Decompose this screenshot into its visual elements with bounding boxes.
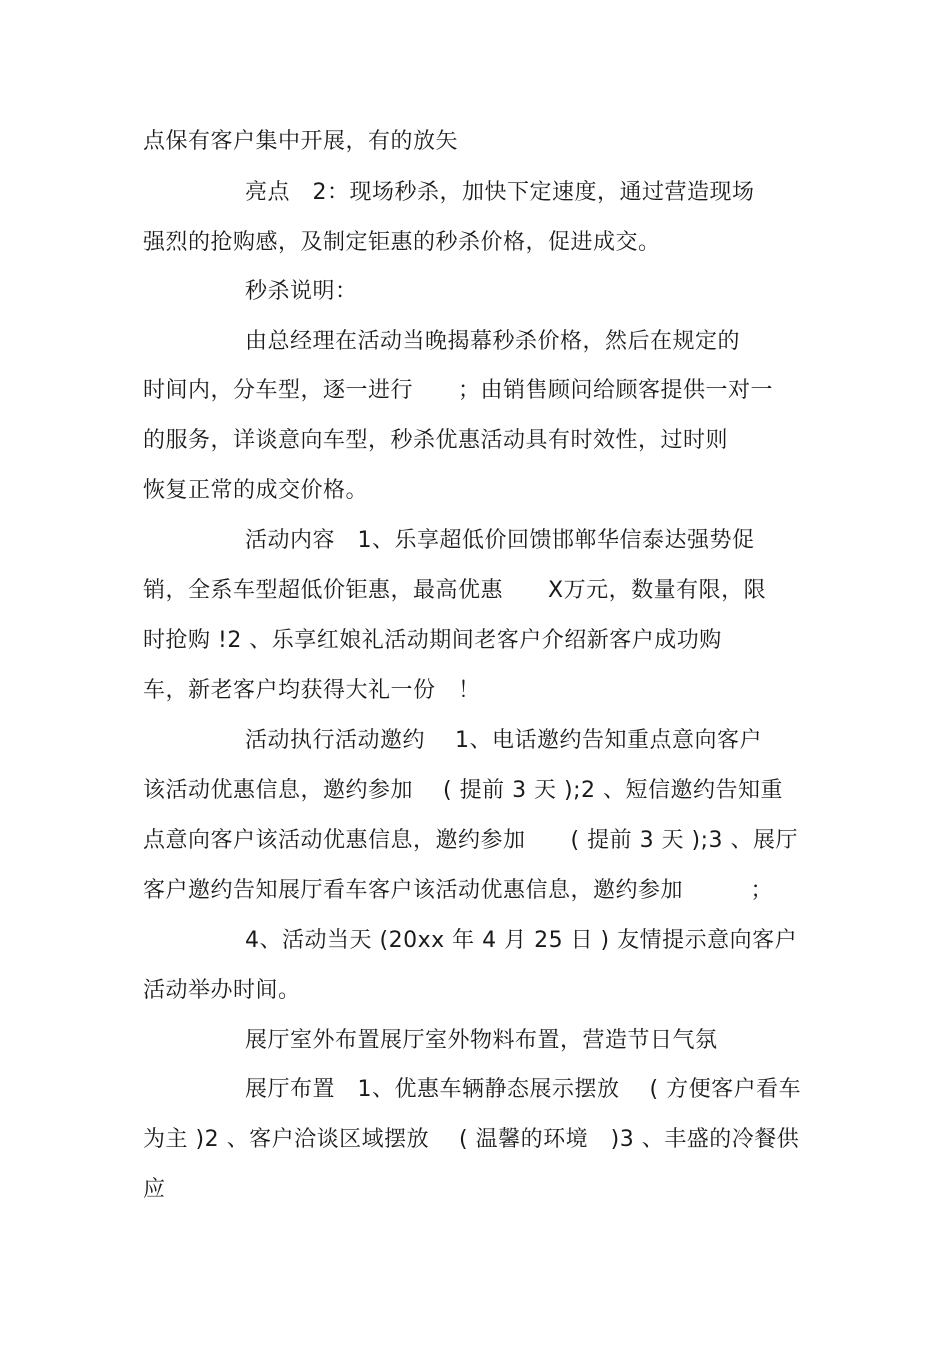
text-line: 亮点 2：现场秒杀，加快下定速度，通过营造现场 xyxy=(245,180,755,205)
text-line: 秒杀说明： xyxy=(245,279,358,304)
text-line: 展厅室外布置展厅室外物料布置，营造节日气氛 xyxy=(245,1028,718,1053)
text-line: 该活动优惠信息，邀约参加 ( 提前 3 天 );2 、短信邀约告知重 xyxy=(143,778,784,803)
text-line: 展厅布置 1、优惠车辆静态展示摆放 ( 方便客户看车 xyxy=(245,1077,802,1102)
text-line: 车，新老客户均获得大礼一份 ！ xyxy=(143,678,481,703)
text-line: 4、活动当天 (20xx 年 4 月 25 日 ) 友情提示意向客户 xyxy=(245,928,798,953)
text-line: 时间内，分车型，逐一进行 ；由销售顾问给顾客提供一对一 xyxy=(143,378,774,403)
text-line: 活动内容 1、乐享超低价回馈邯郸华信泰达强势促 xyxy=(245,528,755,553)
text-line: 活动执行活动邀约 1、电话邀约告知重点意向客户 xyxy=(245,728,762,753)
text-line: 的服务，详谈意向车型，秒杀优惠活动具有时效性，过时则 xyxy=(143,428,729,453)
text-line: 强烈的抢购感，及制定钜惠的秒杀价格，促进成交。 xyxy=(143,230,661,255)
text-line: 活动举办时间。 xyxy=(143,978,301,1003)
text-line: 应 xyxy=(143,1177,166,1202)
text-line: 点保有客户集中开展，有的放矢 xyxy=(143,129,459,154)
text-line: 点意向客户该活动优惠信息，邀约参加 ( 提前 3 天 );3 、展厅 xyxy=(143,828,799,853)
text-line: 客户邀约告知展厅看车客户该活动优惠信息，邀约参加 ； xyxy=(143,878,774,903)
text-line: 由总经理在活动当晚揭幕秒杀价格，然后在规定的 xyxy=(245,329,741,354)
text-line: 为主 )2 、客户洽谈区域摆放 ( 温馨的环境 )3 、丰盛的冷餐供 xyxy=(143,1127,800,1152)
text-line: 恢复正常的成交价格。 xyxy=(143,478,369,503)
text-line: 销，全系车型超低价钜惠，最高优惠 X万元，数量有限，限 xyxy=(143,578,767,603)
text-line: 时抢购 !2 、乐享红娘礼活动期间老客户介绍新客户成功购 xyxy=(143,628,722,653)
